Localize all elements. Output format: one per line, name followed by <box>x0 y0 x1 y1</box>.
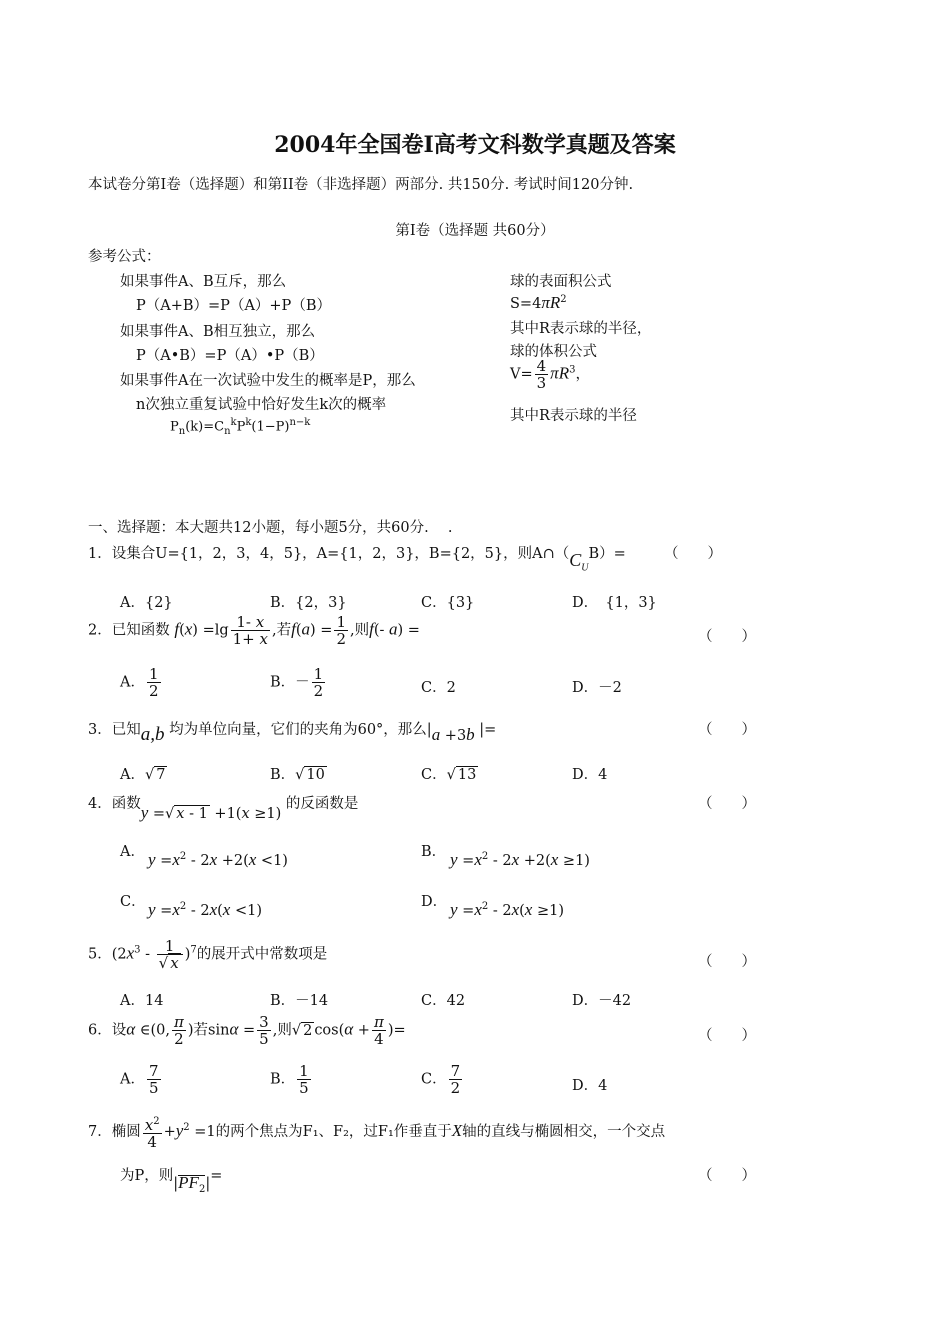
intro-text: 本试卷分第Ⅰ卷（选择题）和第II卷（非选择题）两部分. 共150分. 考试时间120分钟. <box>88 177 634 193</box>
q5-option-c: C．42 <box>421 993 466 1009</box>
q4-option-b: B． <box>421 844 447 860</box>
q4-option-c-formula: $y =x^2 - 2x(x <1)$ <box>148 900 262 919</box>
q1-stem: 1．设集合U={1，2，3，4，5}，A={1，2，3}，B={2，5}，则$A\cap(C_UB)=$ <box>88 546 626 574</box>
reference-label: 参考公式： <box>88 249 161 265</box>
q1-option-d: D． {1，3} <box>572 595 657 611</box>
q1-answer-paren: （ ） <box>664 546 722 562</box>
q1-option-c: C．{3} <box>421 595 475 611</box>
q1-option-b: B．{2，3} <box>270 595 347 611</box>
sphere-area-formula: $S=4\pi R^2$ <box>510 293 567 312</box>
page-title: 2004年全国卷Ⅰ高考文科数学真题及答案 <box>274 132 676 158</box>
q3-option-c: C．√ 13 <box>421 767 477 783</box>
q5-option-a: A．14 <box>120 993 164 1009</box>
q5-option-d: D．－42 <box>572 993 632 1009</box>
q3-option-b: B．√ 10 <box>270 767 325 783</box>
q1-option-a: A．{2} <box>120 595 173 611</box>
q2-option-a: A． $\frac{1}{2}$ <box>120 665 159 700</box>
q6-answer-paren: （ ） <box>698 1028 756 1044</box>
q6-option-c: C． $\frac{7}{2}$ <box>421 1062 461 1097</box>
q4-stem: 4．函数y =√ x - 1 +1(x ≥1) 的反函数是 <box>88 796 359 822</box>
q4-option-d-formula: $y =x^2 - 2x(x \ge 1)$ <box>450 900 564 919</box>
q4-option-b-formula: $y =x^2 - 2x +2(x \ge 1)$ <box>450 850 590 869</box>
q6-option-d: D．4 <box>572 1078 608 1094</box>
sphere-radius-note: 其中R表示球的半径， <box>510 321 652 337</box>
q3-option-d: D．4 <box>572 767 608 783</box>
formula-binomial: $P_n(k)=C_n^kP^k(1-P)^{n-k}$ <box>170 417 311 437</box>
formula-independent: 如果事件A、B相互独立，那么 <box>120 324 316 340</box>
q2-option-b: B．－ $\frac{1}{2}$ <box>270 665 324 700</box>
q4-option-c: C． <box>120 894 146 910</box>
q4-option-a: A． <box>120 844 145 860</box>
q4-answer-paren: （ ） <box>698 796 756 812</box>
q7-stem-line2: 为P，则$|PF_2|=$ <box>120 1168 223 1195</box>
sphere-volume-formula: V= $\frac{4}{3}$ $\pi R^3$， <box>510 357 590 392</box>
q2-option-d: D．－2 <box>572 680 622 696</box>
q6-option-b: B． $\frac{1}{5}$ <box>270 1062 309 1097</box>
q4-option-a-formula: $y =x^2 - 2x +2(x <1)$ <box>148 850 288 869</box>
formula-independent-eq: P（A•B）=P（A）•P（B） <box>136 348 324 364</box>
q2-option-c: C．2 <box>421 680 456 696</box>
q2-answer-paren: （ ） <box>698 629 756 645</box>
formula-mutex: 如果事件A、B互斥，那么 <box>120 274 287 290</box>
section-heading: 一、选择题：本大题共12小题，每小题5分，共60分. . <box>88 520 453 536</box>
q4-option-d: D． <box>421 894 448 910</box>
q7-answer-paren: （ ） <box>698 1168 756 1184</box>
sphere-radius-note-2: 其中R表示球的半径 <box>510 408 637 424</box>
formula-mutex-eq: P（A+B）=P（A）+P（B） <box>136 298 331 314</box>
formula-bernoulli-desc: n次独立重复试验中恰好发生k次的概率 <box>136 397 387 413</box>
q5-stem: 5．($2x^3$ - $\frac{1}{√ x}$ )$^7$的展开式中常数项是 <box>88 937 328 972</box>
q3-stem: 3．已知a,b 均为单位向量，它们的夹角为60°，那么|a +3b |= <box>88 722 497 745</box>
q3-answer-paren: （ ） <box>698 722 756 738</box>
part1-heading: 第Ⅰ卷（选择题 共60分） <box>395 223 555 239</box>
sphere-volume-label: 球的体积公式 <box>510 344 597 360</box>
q2-stem: 2．已知函数 f(x) =lg $\frac{1- x}{1+ x}$ ,若f(a) = $\frac{1}{2}$ ,则f(- a) = <box>88 613 420 648</box>
q5-answer-paren: （ ） <box>698 954 756 970</box>
formula-bernoulli: 如果事件A在一次试验中发生的概率是P，那么 <box>120 373 416 389</box>
sphere-area-label: 球的表面积公式 <box>510 274 612 290</box>
q6-stem: 6．设α ∈(0, $\frac{\pi}{2}$ )若sinα = $\frac{3}{5}$ ,则√ 2 cos(α + $\frac{\pi}{4}$ )= <box>88 1013 406 1048</box>
q6-option-a: A． $\frac{7}{5}$ <box>120 1062 159 1097</box>
q3-option-a: A．√ 7 <box>120 767 166 783</box>
q5-option-b: B．－14 <box>270 993 329 1009</box>
q7-stem: 7．椭圆 $\frac{x^2}{4}$ $+y^2 =1$的两个焦点为F₁、F₂，过F₁作垂直于X轴的直线与椭圆相交，一个交点 <box>88 1116 666 1151</box>
